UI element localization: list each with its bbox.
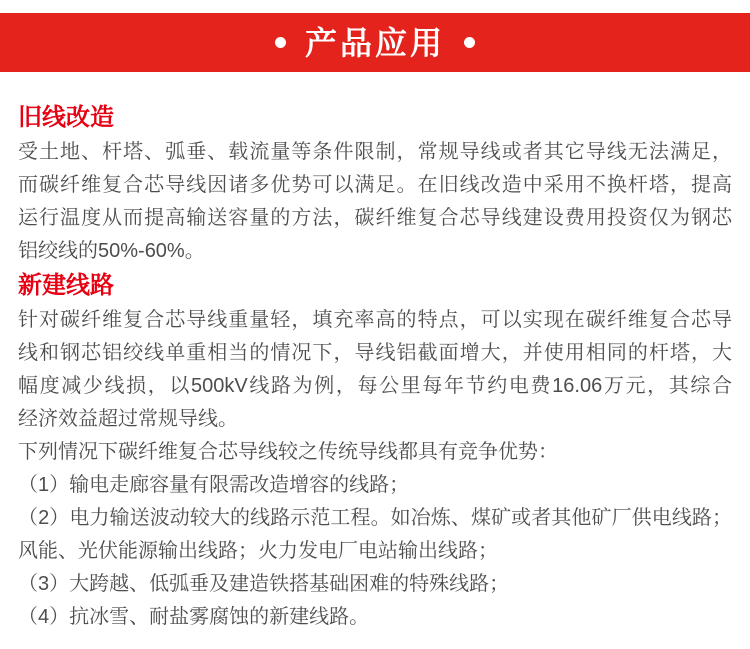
text-line: 运行温度从而提高输送容量的方法，碳纤维复合芯导线建设费用投资仅为钢芯 <box>18 207 732 229</box>
text-line: 下列情况下碳纤维复合芯导线较之传统导线都具有竞争优势： <box>18 441 558 463</box>
text-line: （1）输电走廊容量有限需改造增容的线路； <box>18 474 410 496</box>
section-heading-1: 旧线改造 <box>18 104 114 131</box>
text-line: 幅度减少线损，以500kV线路为例，每公里每年节约电费16.06万元，其综合 <box>18 375 732 397</box>
text-line: 风能、光伏能源输出线路；火力发电厂电站输出线路； <box>18 540 498 562</box>
banner-title: 产品应用 <box>304 24 445 61</box>
section-heading-2: 新建线路 <box>18 272 114 299</box>
text-line: （4）抗冰雪、耐盐雾腐蚀的新建线路。 <box>18 606 370 628</box>
text-line: （2）电力输送波动较大的线路示范工程。如冶炼、煤矿或者其他矿厂供电线路； <box>18 507 732 529</box>
text-line: 经济效益超过常规导线。 <box>18 408 238 430</box>
text-line: 而碳纤维复合芯导线因诸多优势可以满足。在旧线改造中采用不换杆塔，提高 <box>18 174 732 196</box>
text-line: 针对碳纤维复合芯导线重量轻，填充率高的特点，可以实现在碳纤维复合芯导 <box>18 309 732 331</box>
product-application-banner <box>0 13 750 72</box>
dot-icon <box>275 37 286 48</box>
dot-icon <box>464 37 475 48</box>
content <box>0 72 750 634</box>
text-line: （3）大跨越、低弧垂及建造铁搭基础困难的特殊线路； <box>18 573 510 595</box>
text-line: 铝绞线的50%-60%。 <box>18 240 205 262</box>
text-line: 线和钢芯铝绞线单重相当的情况下，导线铝截面增大，并使用相同的杆塔，大 <box>18 342 732 364</box>
text-line: 受土地、杆塔、弧垂、载流量等条件限制，常规导线或者其它导线无法满足， <box>18 141 732 163</box>
